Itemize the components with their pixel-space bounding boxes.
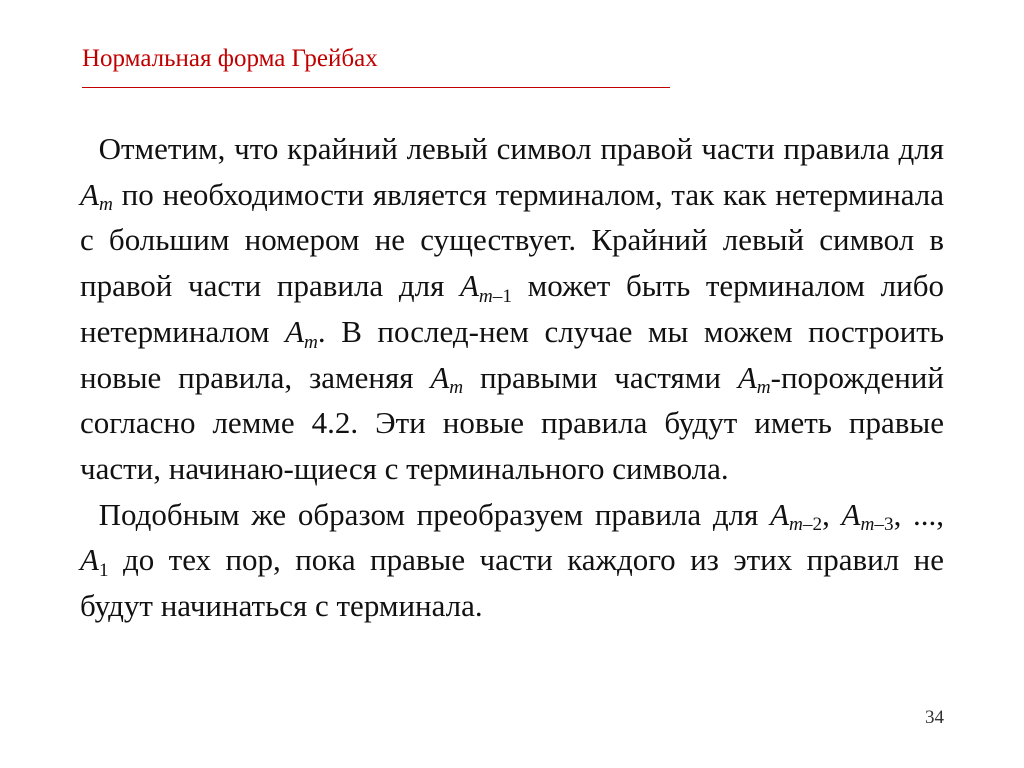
- text: ,: [822, 496, 842, 532]
- math-subscript: 1: [98, 560, 109, 582]
- math-subscript-var: m: [860, 514, 875, 536]
- text: до тех пор, пока правые части каждого из этих правил не будут начинаться с терминала.: [80, 542, 944, 624]
- math-variable: A: [285, 313, 305, 349]
- math-variable: A: [80, 542, 99, 578]
- slide-body: [80, 126, 944, 629]
- text: может быть терминалом либо нетерминалом: [80, 268, 944, 349]
- math-subscript-var: m: [789, 514, 803, 536]
- math-variable: A: [841, 496, 861, 532]
- paragraph-1: [80, 126, 944, 492]
- math-subscript: m: [756, 377, 771, 399]
- math-subscript: [860, 514, 893, 535]
- math-variable: A: [737, 359, 757, 395]
- math-variable: A: [459, 268, 479, 304]
- math-subscript-num: –3: [874, 514, 894, 536]
- math-variable: A: [430, 359, 450, 395]
- math-subscript: [479, 286, 512, 307]
- text: Отметим, что крайний левый символ правой части правила для: [98, 131, 944, 166]
- math-subscript: [789, 514, 822, 535]
- math-variable: A: [770, 496, 789, 532]
- page-number: 34: [925, 707, 944, 728]
- title-underline: [82, 87, 670, 88]
- paragraph-2: [80, 492, 944, 629]
- math-subscript-num: –1: [492, 285, 512, 307]
- text: . В послед-нем случае мы можем построить новые правила, заменяя: [80, 313, 944, 395]
- text: правыми частями: [463, 359, 738, 395]
- text: Подобным же образом преобразуем правила для: [98, 496, 771, 532]
- math-subscript: m: [449, 377, 464, 399]
- text: -порождений согласно лемме 4.2. Эти новые правила будут иметь правые части, начинаю-щиеся с терминального символа.: [80, 359, 944, 486]
- slide-title: Нормальная форма Грейбах: [82, 45, 378, 72]
- text: , ...,: [893, 496, 945, 532]
- math-variable: A: [80, 176, 99, 212]
- math-subscript: m: [98, 194, 113, 216]
- math-subscript-num: –2: [802, 514, 823, 536]
- math-subscript: m: [304, 331, 318, 353]
- math-subscript-var: m: [478, 285, 493, 307]
- text: по необходимости является терминалом, так как нетерминала с большим номером не существует. Крайний левый символ в правой части правила для: [80, 176, 944, 304]
